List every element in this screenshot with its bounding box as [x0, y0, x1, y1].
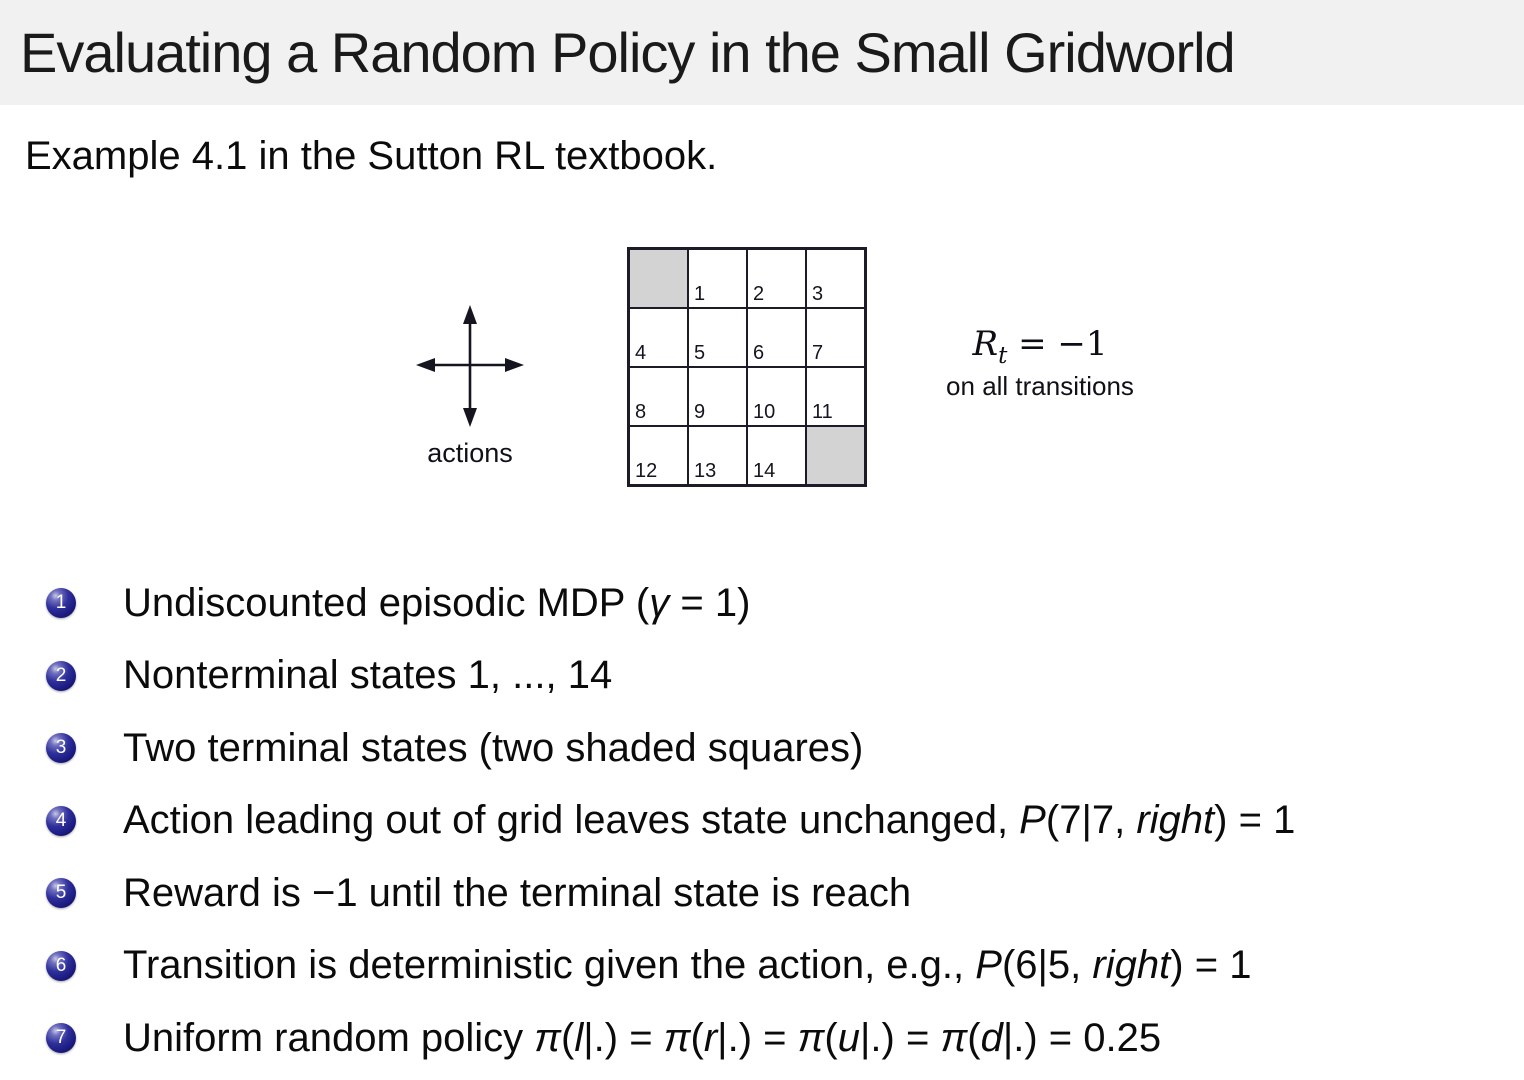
grid-cell: 12 [630, 427, 687, 484]
item-text: Transition is deterministic given the action, e.g., P(6|5, right) = 1 [123, 943, 1252, 988]
grid-cell: 10 [748, 368, 805, 425]
list-item [46, 640, 1516, 713]
item-text: Uniform random policy π(l|.) = π(r|.) = π(u|.) = π(d|.) = 0.25 [123, 1015, 1162, 1060]
grid-cell: 7 [807, 309, 864, 366]
item-text: Action leading out of grid leaves state unchanged, P(7|7, right) = 1 [123, 798, 1296, 843]
reward-value: = −1 [1007, 324, 1108, 364]
item-number-badge: 5 [46, 878, 76, 908]
grid-cell: 4 [630, 309, 687, 366]
reward-variable: R [972, 324, 999, 364]
reward-subscript: t [998, 342, 1008, 369]
item-number-badge: 2 [46, 661, 76, 691]
gridworld-grid [627, 247, 867, 487]
actions-label: actions [427, 438, 513, 468]
item-text: Reward is −1 until the terminal state is reach [123, 870, 912, 915]
item-number-badge: 6 [46, 951, 76, 981]
actions-cross-icon [410, 303, 530, 429]
item-number-badge: 4 [46, 806, 76, 836]
reward-equation [935, 324, 1145, 369]
list-item [46, 1002, 1516, 1075]
grid-cell: 5 [689, 309, 746, 366]
terminal-cell [630, 250, 687, 307]
list-item [46, 930, 1516, 1003]
terminal-cell [807, 427, 864, 484]
grid-cell: 2 [748, 250, 805, 307]
page-title: Evaluating a Random Policy in the Small Gridworld [20, 21, 1235, 84]
grid-cell: 11 [807, 368, 864, 425]
slide-title-bar [0, 0, 1524, 105]
subtitle: Example 4.1 in the Sutton RL textbook. [25, 134, 718, 178]
item-number-badge: 7 [46, 1023, 76, 1053]
reward-note [935, 324, 1145, 402]
item-text: Two terminal states (two shaded squares) [123, 725, 864, 770]
grid-cell: 13 [689, 427, 746, 484]
item-text: Undiscounted episodic MDP (γ = 1) [123, 580, 751, 625]
item-number-badge: 3 [46, 733, 76, 763]
reward-caption: on all transitions [946, 370, 1134, 401]
bullet-list [46, 567, 1516, 1075]
actions-figure [410, 303, 530, 429]
grid-cell: 3 [807, 250, 864, 307]
list-item [46, 567, 1516, 640]
list-item [46, 712, 1516, 785]
grid-cell: 1 [689, 250, 746, 307]
list-item [46, 785, 1516, 858]
item-number-badge: 1 [46, 588, 76, 618]
list-item [46, 857, 1516, 930]
item-text: Nonterminal states 1, ..., 14 [123, 653, 613, 698]
grid-cell: 6 [748, 309, 805, 366]
grid-cell: 9 [689, 368, 746, 425]
grid-cell: 14 [748, 427, 805, 484]
grid-cell: 8 [630, 368, 687, 425]
